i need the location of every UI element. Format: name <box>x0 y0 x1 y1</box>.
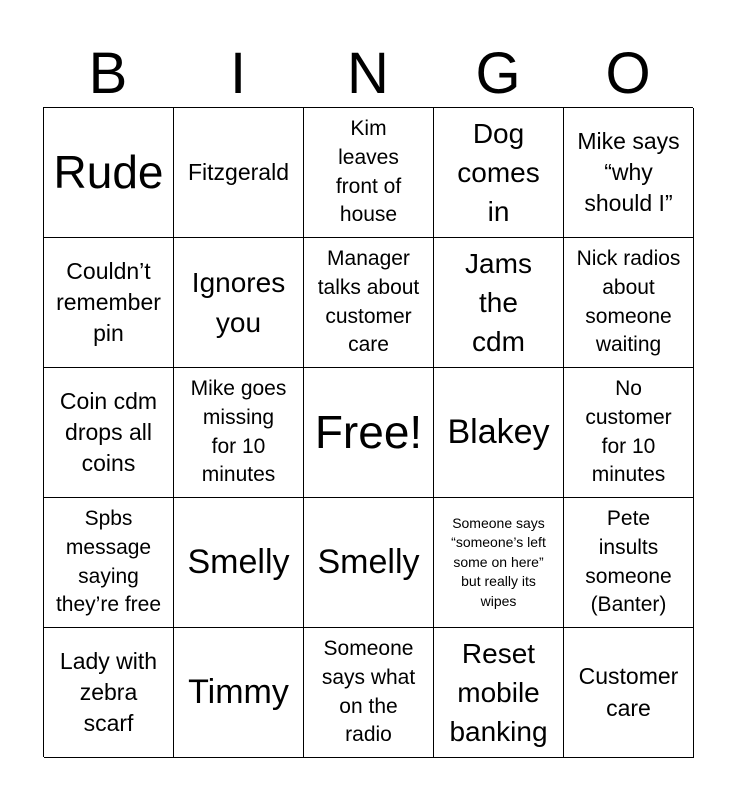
cell-text: Nick radios about someone waiting <box>576 246 681 357</box>
cell-text: No customer for 10 minutes <box>585 376 672 487</box>
cell-text: Mike goes missing for 10 minutes <box>190 376 287 487</box>
bingo-cell-3-4[interactable] <box>434 368 564 498</box>
cell-text: Spbs message saying they’re free <box>55 506 162 617</box>
bingo-board <box>43 107 693 757</box>
cell-text: Lady with zebra scarf <box>59 647 158 737</box>
header-letter-g: G <box>475 41 521 106</box>
cell-text: Someone says “someone’s left some on here” but really its wipes <box>451 514 546 609</box>
bingo-cell-5-2[interactable] <box>174 628 304 758</box>
bingo-header <box>43 40 693 108</box>
bingo-cell-4-5[interactable] <box>564 498 694 628</box>
bingo-cell-3-3 free-space[interactable] <box>304 368 434 498</box>
bingo-cell-2-4[interactable] <box>434 238 564 368</box>
bingo-cell-2-1[interactable] <box>44 238 174 368</box>
bingo-cell-4-4[interactable] <box>434 498 564 628</box>
cell-text: Smelly <box>187 542 290 581</box>
bingo-cell-5-3[interactable] <box>304 628 434 758</box>
bingo-cell-1-1[interactable] <box>44 108 174 238</box>
bingo-cell-4-3[interactable] <box>304 498 434 628</box>
bingo-cell-1-5[interactable] <box>564 108 694 238</box>
header-letter-n: N <box>347 41 389 106</box>
cell-text: Coin cdm drops all coins <box>59 387 158 477</box>
bingo-cell-4-2[interactable] <box>174 498 304 628</box>
bingo-cell-3-2[interactable] <box>174 368 304 498</box>
cell-text: Fitzgerald <box>188 158 289 185</box>
cell-text: Jams the cdm <box>465 247 532 358</box>
bingo-cell-3-5[interactable] <box>564 368 694 498</box>
cell-text: Ignores you <box>191 267 286 338</box>
header-letter-i: I <box>229 41 247 106</box>
bingo-cell-1-3[interactable] <box>304 108 434 238</box>
cell-text: Smelly <box>317 542 420 581</box>
cell-text: Pete insults someone (Banter) <box>585 506 672 617</box>
cell-text: Couldn’t remember pin <box>56 257 161 347</box>
cell-text: Kim leaves front of house <box>335 116 402 227</box>
cell-text: Blakey <box>447 412 550 451</box>
bingo-cell-2-3[interactable] <box>304 238 434 368</box>
cell-text: Manager talks about customer care <box>317 246 420 357</box>
header-letter-o: O <box>605 41 651 106</box>
cell-text: Dog comes in <box>457 117 540 228</box>
cell-text: Timmy <box>188 672 289 711</box>
cell-text: Reset mobile banking <box>449 637 548 748</box>
bingo-cell-1-4[interactable] <box>434 108 564 238</box>
bingo-cell-3-1[interactable] <box>44 368 174 498</box>
bingo-cell-5-4[interactable] <box>434 628 564 758</box>
cell-text: Rude <box>53 146 164 199</box>
cell-text: Mike says “why should I” <box>577 127 680 217</box>
cell-text: Someone says what on the radio <box>321 636 416 747</box>
bingo-cell-2-5[interactable] <box>564 238 694 368</box>
header-letter-b: B <box>88 41 128 106</box>
cell-text: Free! <box>314 406 423 459</box>
bingo-cell-2-2[interactable] <box>174 238 304 368</box>
bingo-cell-4-1[interactable] <box>44 498 174 628</box>
bingo-cell-1-2[interactable] <box>174 108 304 238</box>
cell-text: Customer care <box>578 663 679 721</box>
bingo-cell-5-5[interactable] <box>564 628 694 758</box>
bingo-cell-5-1[interactable] <box>44 628 174 758</box>
